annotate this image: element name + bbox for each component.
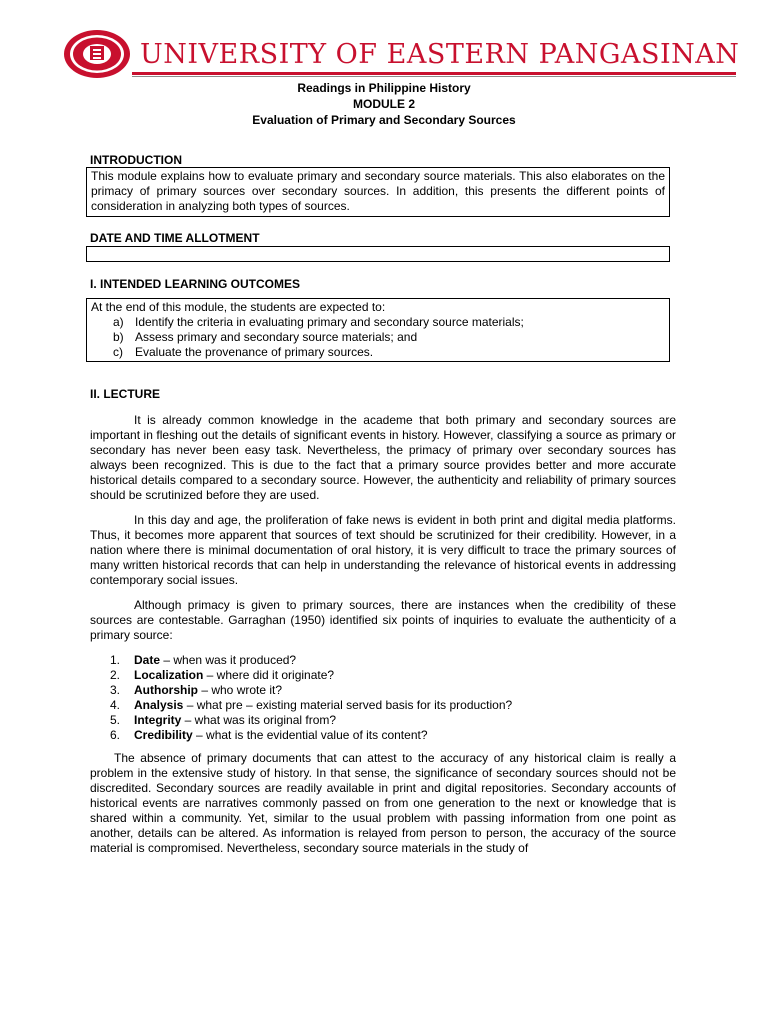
inquiry-term: Analysis [134,698,184,712]
list-item-text: Identify the criteria in evaluating primary and secondary source materials; [135,315,524,329]
list-number: 5. [110,713,121,727]
list-item [113,330,665,345]
inquiry-list [90,653,676,743]
list-item [110,668,676,683]
lecture-paragraph: In this day and age, the proliferation of fake news is evident in both print and digital media platforms. Thus, it becomes more apparent that sources of text should be scrutinized for their credibility. However, in a nation where there is minimal documentation of oral history, it is very difficult to trace the primary sources of many written historical records that can help in understanding the relevance of historical events in addressing contemporary social issues. [90,513,676,587]
introduction-box [86,167,670,217]
inquiry-term: Authorship [134,683,198,697]
introduction-heading: INTRODUCTION [90,153,182,167]
list-marker: b) [113,330,124,344]
lecture-paragraph: The absence of primary documents that can attest to the accuracy of any historical claim is really a problem in the extensive study of history. In that sense, the significance of secondary sources should not be discredited. Secondary sources are readily available in print and digital repositories. Secondary accounts of historical events are narratives commonly passed on from one generation to the next or knowledge that is shared within a community. Yet, similar to the usual problem with passing information from one point as another, details can be altered. As information is relayed from person to person, the accuracy of the source material is compromised. Nevertheless, secondary source materials in the study of [90,751,676,855]
inquiry-term: Credibility [134,728,193,742]
header-rule-thin [132,76,736,77]
list-item-text: Evaluate the provenance of primary sources. [135,345,374,359]
inquiry-desc: – what was its original from? [181,713,337,727]
module-topic: Evaluation of Primary and Secondary Sources [252,113,516,127]
university-header [62,24,742,84]
list-number: 2. [110,668,121,682]
university-seal-logo [62,28,132,80]
course-title: Readings in Philippine History [297,81,471,95]
module-titles [0,80,768,128]
inquiry-term: Integrity [134,713,182,727]
list-item [110,683,676,698]
lecture-paragraph: It is already common knowledge in the academe that both primary and secondary sources are important in fleshing out the details of significant events in history. However, classifying a source as primary or secondary has never been easy task. Nevertheless, the primacy of primary over secondary sources has always been recognized. This is due to the fact that a primary source provides better and more accurate historical details compared to a secondary source. However, the authenticity and reliability of primary sources should be scrutinized before they are used. [90,413,676,502]
list-number: 1. [110,653,121,667]
allotment-box [86,246,670,262]
module-number: MODULE 2 [352,97,415,111]
inquiry-term: Date [134,653,161,667]
list-number: 3. [110,683,121,697]
list-marker: a) [113,315,124,329]
list-item [110,728,676,743]
header-rule [132,72,736,75]
outcomes-list [91,315,665,360]
list-number: 6. [110,728,121,742]
list-item [113,315,665,330]
list-item [110,698,676,713]
list-item [113,345,665,360]
outcomes-lead: At the end of this module, the students are expected to: [91,300,386,314]
list-item-text: Assess primary and secondary source materials; and [135,330,418,344]
inquiry-term: Localization [134,668,204,682]
outcomes-box [86,298,670,362]
inquiry-desc: – what is the evidential value of its content? [192,728,428,742]
list-marker: c) [113,345,123,359]
list-number: 4. [110,698,121,712]
inquiry-desc: – where did it originate? [203,668,335,682]
inquiry-desc: – when was it produced? [160,653,297,667]
inquiry-desc: – what pre – existing material served basis for its production? [183,698,513,712]
outcomes-heading: I. INTENDED LEARNING OUTCOMES [90,277,301,291]
university-name: UNIVERSITY OF EASTERN PANGASINAN [140,39,740,70]
lecture-paragraph: Although primacy is given to primary sources, there are instances when the credibility of these sources are contestable. Garraghan (1950) identified six points of inquiries to evaluate the authenticity of a primary source: [90,598,676,642]
allotment-heading: DATE AND TIME ALLOTMENT [90,231,260,245]
lecture-heading: II. LECTURE [90,387,161,401]
list-item [110,713,676,728]
list-item [110,653,676,668]
lecture-body [90,413,676,866]
inquiry-desc: – who wrote it? [198,683,283,697]
introduction-text: This module explains how to evaluate primary and secondary source materials. This also elaborates on the primacy of primary sources over secondary sources. In addition, this presents the different points of consideration in analyzing both types of sources. [91,169,665,213]
